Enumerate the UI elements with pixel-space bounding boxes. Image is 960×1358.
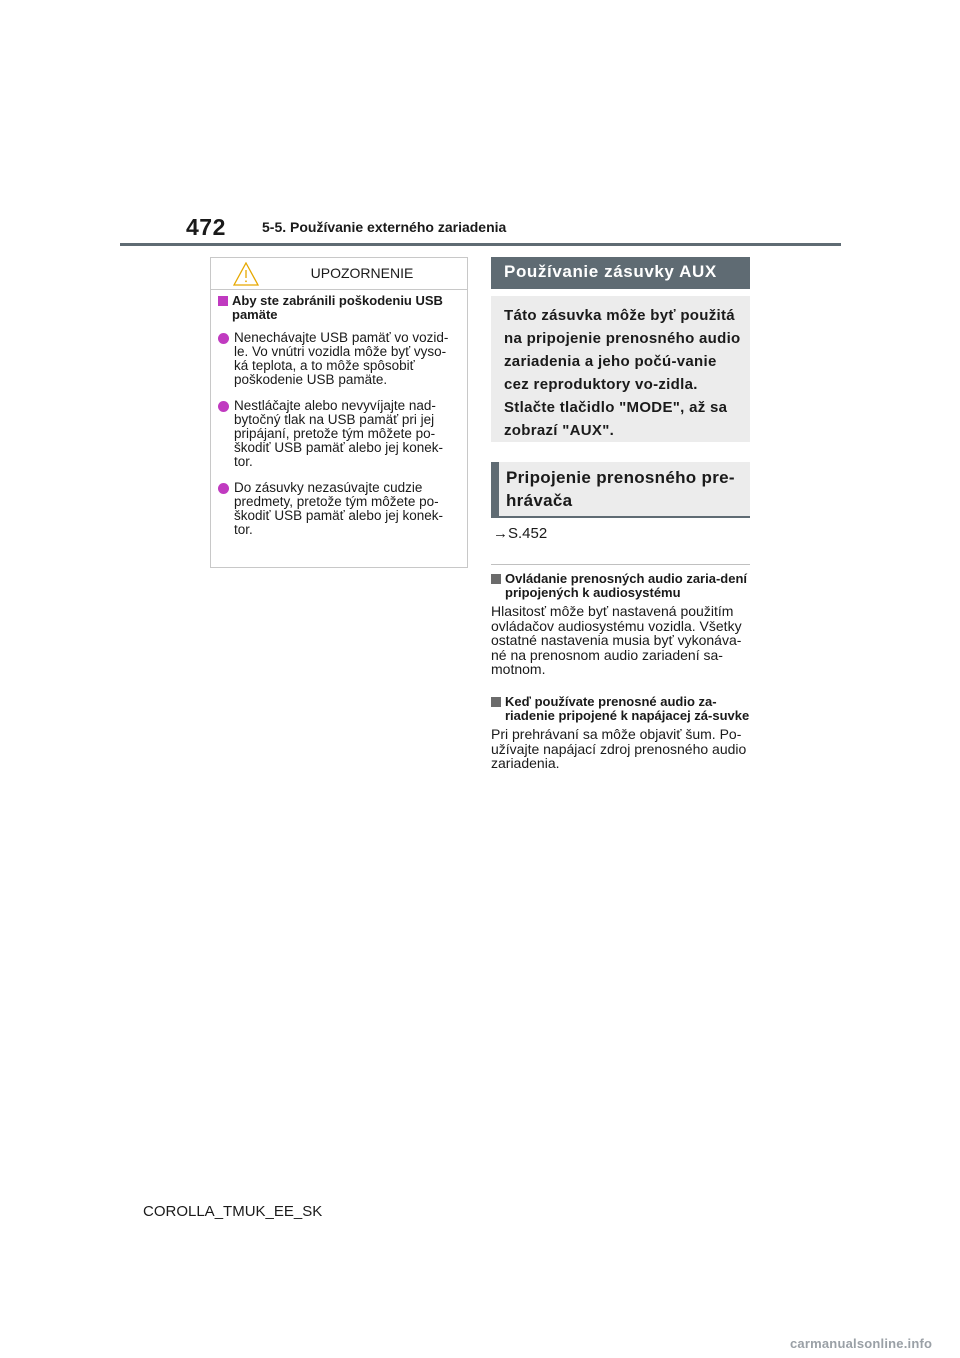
subsection-body: Pri prehrávaní sa môže objaviť šum. Po-užívajte napájací zdroj prenosného audio zariadenia. bbox=[491, 726, 747, 771]
subsection-heading-text: Ovládanie prenosných audio zaria-dení pripojených k audiosystému bbox=[505, 571, 748, 600]
aux-intro: Táto zásuvka môže byť použitá na pripojenie prenosného audio zariadenia a jeho počú-vanie cez reproduktory vo-zidla. Stlačte tlačidlo "MODE", až sa zobrazí "AUX". bbox=[491, 296, 750, 442]
page-number: 472 bbox=[186, 214, 226, 240]
square-bullet-icon bbox=[218, 296, 228, 306]
warning-item-text: Nenechávajte USB pamäť vo vozid-le. Vo vnútri vozidla môže byť vyso-ká teplota, a to môže spôsobiť poškodenie USB pamäte. bbox=[234, 330, 449, 387]
warning-item-text: Nestláčajte alebo nevyvíjajte nad-bytočný tlak na USB pamäť pri jej pripájaní, pretože tým môžete po-škodiť USB pamäť alebo jej konek-tor. bbox=[234, 398, 443, 469]
square-bullet-icon bbox=[491, 574, 501, 584]
subsection-controls bbox=[491, 572, 750, 677]
warning-heading-text: Aby ste zabránili poškodeniu USB pamäte bbox=[232, 293, 443, 322]
header-rule bbox=[120, 243, 841, 246]
section-title: 5-5. Používanie externého zariadenia bbox=[262, 219, 507, 235]
warning-heading bbox=[218, 294, 459, 322]
divider bbox=[491, 564, 750, 565]
round-bullet-icon bbox=[218, 483, 229, 494]
warning-item-text: Do zásuvky nezasúvajte cudzie predmety, pretože tým môžete po-škodiť USB pamäť alebo jej konek-tor. bbox=[234, 480, 443, 537]
subsection-power bbox=[491, 695, 750, 771]
connect-heading: Pripojenie prenosného pre-hrávača bbox=[491, 462, 750, 518]
warning-item bbox=[218, 481, 459, 537]
aux-section-banner: Používanie zásuvky AUX bbox=[491, 257, 750, 289]
document-code: COROLLA_TMUK_EE_SK bbox=[143, 1203, 323, 1220]
warning-item bbox=[218, 331, 459, 387]
warning-item bbox=[218, 399, 459, 469]
warning-header bbox=[211, 258, 467, 290]
warning-box bbox=[210, 257, 468, 568]
subsection-heading-text: Keď používate prenosné audio za-riadenie pripojené k napájacej zá-suvke bbox=[505, 694, 750, 723]
page-reference-link[interactable]: →S.452 bbox=[493, 525, 548, 542]
round-bullet-icon bbox=[218, 401, 229, 412]
watermark: carmanualsonline.info bbox=[790, 1336, 933, 1351]
warning-triangle-icon bbox=[233, 262, 259, 286]
warning-title: UPOZORNENIE bbox=[310, 265, 414, 281]
subsection-heading bbox=[491, 572, 750, 600]
subsection-body: Hlasitosť môže byť nastavená použitím ovládačov audiosystému vozidla. Všetky ostatné nastavenia musia byť vykonáva-né na prenosnom audio zariadení sa-motnom. bbox=[491, 603, 742, 677]
square-bullet-icon bbox=[491, 697, 501, 707]
round-bullet-icon bbox=[218, 333, 229, 344]
subsection-heading bbox=[491, 695, 750, 723]
